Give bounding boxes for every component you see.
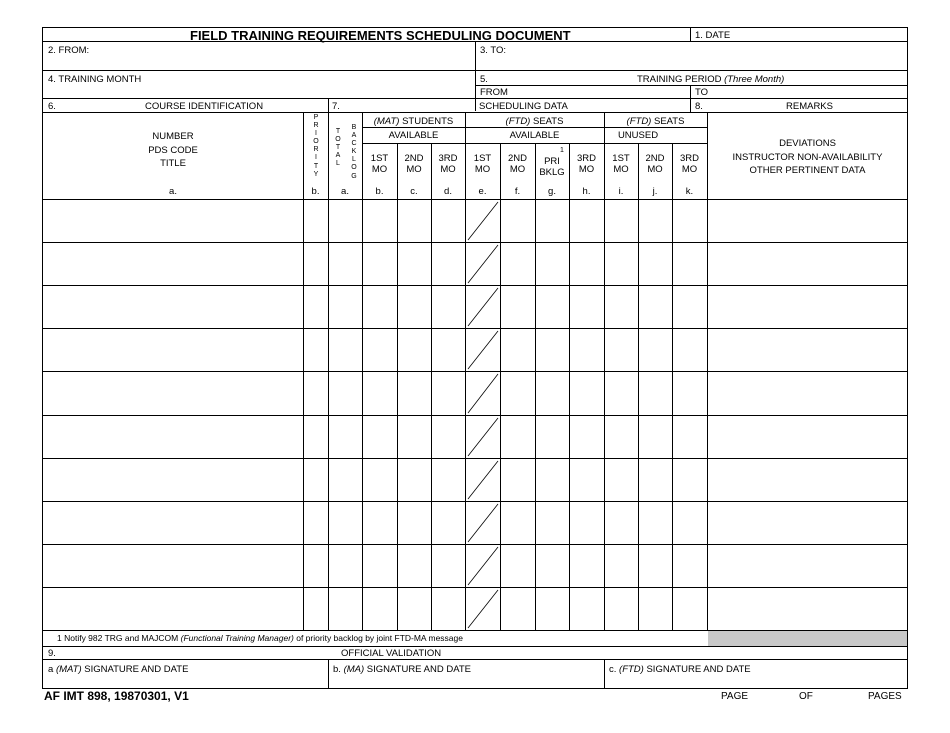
period-from-field[interactable] xyxy=(506,86,689,97)
table-cell[interactable] xyxy=(304,588,328,630)
table-cell[interactable] xyxy=(605,286,638,328)
diagonal-slash xyxy=(466,329,500,371)
table-cell[interactable] xyxy=(536,200,569,242)
table-cell[interactable] xyxy=(639,372,672,415)
table-cell[interactable] xyxy=(570,588,604,630)
table-cell[interactable] xyxy=(363,545,397,587)
priority-label: P R I O R I T Y xyxy=(313,114,319,178)
table-cell[interactable] xyxy=(673,243,707,285)
table-cell[interactable] xyxy=(329,459,362,501)
ma-signature-label: b. (MA) SIGNATURE AND DATE xyxy=(333,664,471,675)
table-cell[interactable] xyxy=(363,502,397,544)
table-cell[interactable] xyxy=(605,459,638,501)
mat-3rd-mo: 3RD MO xyxy=(438,153,458,175)
table-cell[interactable] xyxy=(536,545,569,587)
table-cell[interactable] xyxy=(398,459,431,501)
table-cell[interactable] xyxy=(708,200,906,242)
table-cell[interactable] xyxy=(43,243,303,285)
date-field[interactable] xyxy=(691,28,906,41)
table-cell[interactable] xyxy=(432,459,465,501)
table-cell[interactable] xyxy=(501,502,535,544)
table-cell[interactable] xyxy=(43,329,303,371)
col-letter-7e: e. xyxy=(478,186,487,197)
table-cell[interactable] xyxy=(570,545,604,587)
table-cell[interactable] xyxy=(304,329,328,371)
table-cell[interactable] xyxy=(329,200,362,242)
period-to-label: TO xyxy=(695,87,709,98)
footnote-shade xyxy=(708,631,907,646)
table-cell[interactable] xyxy=(708,588,906,630)
table-cell[interactable] xyxy=(501,416,535,458)
table-cell[interactable] xyxy=(363,329,397,371)
table-cell[interactable] xyxy=(639,243,672,285)
table-cell[interactable] xyxy=(605,502,638,544)
table-cell[interactable] xyxy=(432,502,465,544)
mat-students-header: (MAT) STUDENTS xyxy=(373,116,454,127)
table-cell[interactable] xyxy=(605,243,638,285)
col-letter-7i: i. xyxy=(618,186,624,197)
diagonal-slash xyxy=(466,459,500,501)
block7-label: 7. xyxy=(332,101,340,112)
table-cell[interactable] xyxy=(398,502,431,544)
table-cell[interactable] xyxy=(639,329,672,371)
ftd-seats-unused-header: (FTD) SEATS xyxy=(626,116,685,127)
table-cell[interactable] xyxy=(398,243,431,285)
table-cell[interactable] xyxy=(639,588,672,630)
table-cell[interactable] xyxy=(570,372,604,415)
table-cell[interactable] xyxy=(304,286,328,328)
title-label: TITLE xyxy=(160,158,186,169)
table-cell[interactable] xyxy=(329,416,362,458)
table-cell[interactable] xyxy=(329,588,362,630)
table-cell[interactable] xyxy=(536,588,569,630)
table-cell[interactable] xyxy=(363,416,397,458)
table-cell[interactable] xyxy=(501,459,535,501)
diagonal-slash xyxy=(466,372,500,415)
mat-signature-field[interactable] xyxy=(43,676,327,687)
diagonal-slash xyxy=(466,588,500,630)
col-letter-7a: a. xyxy=(341,186,349,197)
table-cell[interactable] xyxy=(673,200,707,242)
table-cell[interactable] xyxy=(329,243,362,285)
remarks-other: OTHER PERTINENT DATA xyxy=(749,165,866,176)
col-letter-a: a. xyxy=(169,186,177,197)
table-cell[interactable] xyxy=(501,545,535,587)
table-cell[interactable] xyxy=(329,329,362,371)
table-cell[interactable] xyxy=(536,416,569,458)
table-cell[interactable] xyxy=(501,372,535,415)
block9-label: 9. xyxy=(48,648,56,659)
table-cell[interactable] xyxy=(639,459,672,501)
table-cell[interactable] xyxy=(570,459,604,501)
page-label: PAGE xyxy=(721,691,749,702)
table-cell[interactable] xyxy=(43,459,303,501)
date-label: 1. DATE xyxy=(695,30,731,41)
table-cell[interactable] xyxy=(398,286,431,328)
block6-label: 6. xyxy=(48,101,56,112)
ftd-signature-label: c. (FTD) SIGNATURE AND DATE xyxy=(609,664,751,675)
col-letter-7d: d. xyxy=(444,186,452,197)
table-cell[interactable] xyxy=(304,243,328,285)
block5-label: 5. xyxy=(480,74,488,85)
diagonal-slash xyxy=(466,286,500,328)
table-cell[interactable] xyxy=(673,329,707,371)
ftd-signature-field[interactable] xyxy=(605,676,906,687)
table-cell[interactable] xyxy=(43,416,303,458)
table-cell[interactable] xyxy=(570,200,604,242)
table-cell[interactable] xyxy=(570,286,604,328)
table-cell[interactable] xyxy=(536,286,569,328)
diagonal-slash xyxy=(466,545,500,587)
diagonal-slash xyxy=(466,416,500,458)
table-cell[interactable] xyxy=(432,329,465,371)
pages-label: PAGES xyxy=(868,691,902,702)
from-label: 2. FROM: xyxy=(48,45,90,56)
table-cell[interactable] xyxy=(304,372,328,415)
table-cell[interactable] xyxy=(673,545,707,587)
ftd-seats-available-header: (FTD) SEATS xyxy=(505,116,564,127)
table-cell[interactable] xyxy=(43,372,303,415)
table-cell[interactable] xyxy=(398,416,431,458)
training-month-field[interactable] xyxy=(43,71,474,97)
ftd-avail-2nd-mo: 2ND MO xyxy=(507,153,527,175)
form-id: AF IMT 898, 19870301, V1 xyxy=(44,689,189,703)
table-cell[interactable] xyxy=(673,416,707,458)
col-letter-7h: h. xyxy=(582,186,591,197)
table-cell[interactable] xyxy=(570,416,604,458)
block8-label: 8. xyxy=(695,101,703,112)
table-cell[interactable] xyxy=(432,588,465,630)
to-field[interactable] xyxy=(476,42,906,70)
table-cell[interactable] xyxy=(398,200,431,242)
mat-signature-label: a (MAT) SIGNATURE AND DATE xyxy=(48,664,189,675)
mat-2nd-mo: 2ND MO xyxy=(404,153,424,175)
mat-available-label: AVAILABLE xyxy=(388,130,439,141)
table-cell[interactable] xyxy=(398,588,431,630)
table-cell[interactable] xyxy=(536,243,569,285)
col-letter-b: b. xyxy=(311,186,320,197)
official-validation-label: OFFICIAL VALIDATION xyxy=(341,648,442,659)
table-cell[interactable] xyxy=(673,588,707,630)
table-cell[interactable] xyxy=(536,459,569,501)
table-cell[interactable] xyxy=(501,286,535,328)
table-cell[interactable] xyxy=(708,545,906,587)
footnote: 1 Notify 982 TRG and MAJCOM (Functional Training Manager) of priority backlog by joint FTD-MA message xyxy=(57,633,463,643)
table-cell[interactable] xyxy=(432,545,465,587)
table-cell[interactable] xyxy=(304,502,328,544)
table-cell[interactable] xyxy=(570,243,604,285)
table-cell[interactable] xyxy=(304,416,328,458)
period-to-field[interactable] xyxy=(712,86,906,97)
col-letter-7g: g. xyxy=(548,186,556,197)
table-cell[interactable] xyxy=(43,502,303,544)
diagonal-slash xyxy=(466,502,500,544)
table-cell[interactable] xyxy=(329,372,362,415)
ftd-avail-1st-mo: 1ST MO xyxy=(473,153,492,175)
table-cell[interactable] xyxy=(432,200,465,242)
ftd-unused-2nd-mo: 2ND MO xyxy=(645,153,665,175)
table-cell[interactable] xyxy=(432,286,465,328)
table-cell[interactable] xyxy=(605,372,638,415)
table-cell[interactable] xyxy=(398,545,431,587)
table-cell[interactable] xyxy=(536,502,569,544)
table-cell[interactable] xyxy=(43,588,303,630)
table-cell[interactable] xyxy=(673,502,707,544)
table-cell[interactable] xyxy=(605,416,638,458)
ftd-unused-3rd-mo: 3RD MO xyxy=(679,153,699,175)
table-cell[interactable] xyxy=(398,329,431,371)
table-cell[interactable] xyxy=(536,372,569,415)
col-letter-7k: k. xyxy=(685,186,694,197)
table-cell[interactable] xyxy=(432,243,465,285)
table-cell[interactable] xyxy=(329,286,362,328)
training-month-label: 4. TRAINING MONTH xyxy=(48,74,142,85)
remarks-label: REMARKS xyxy=(786,101,833,112)
table-cell[interactable] xyxy=(501,243,535,285)
table-cell[interactable] xyxy=(363,588,397,630)
table-cell[interactable] xyxy=(639,545,672,587)
table-cell[interactable] xyxy=(708,372,906,415)
remarks-deviations: DEVIATIONS xyxy=(779,138,836,149)
course-identification-label: COURSE IDENTIFICATION xyxy=(145,101,264,112)
table-cell[interactable] xyxy=(639,502,672,544)
table-cell[interactable] xyxy=(501,200,535,242)
diagonal-slash xyxy=(466,200,500,242)
of-label: OF xyxy=(799,691,813,702)
table-cell[interactable] xyxy=(43,286,303,328)
table-cell[interactable] xyxy=(708,286,906,328)
col-letter-7b: b. xyxy=(375,186,384,197)
table-cell[interactable] xyxy=(639,200,672,242)
table-cell[interactable] xyxy=(432,416,465,458)
scheduling-data-label: SCHEDULING DATA xyxy=(479,101,568,112)
mat-1st-mo: 1ST MO xyxy=(370,153,389,175)
table-cell[interactable] xyxy=(536,329,569,371)
table-cell[interactable] xyxy=(43,200,303,242)
table-cell[interactable] xyxy=(363,459,397,501)
form-title: FIELD TRAINING REQUIREMENTS SCHEDULING DOCUMENT xyxy=(190,28,571,43)
table-cell[interactable] xyxy=(501,588,535,630)
pds-code-label: PDS CODE xyxy=(148,145,198,156)
table-cell[interactable] xyxy=(708,459,906,501)
table-cell[interactable] xyxy=(605,545,638,587)
training-period-label: TRAINING PERIOD (Three Month) xyxy=(637,74,785,85)
table-cell[interactable] xyxy=(363,243,397,285)
table-cell[interactable] xyxy=(673,372,707,415)
table-cell[interactable] xyxy=(673,459,707,501)
table-cell[interactable] xyxy=(398,372,431,415)
col-letter-7f: f. xyxy=(514,186,521,197)
ftd-unused-1st-mo: 1ST MO xyxy=(612,153,630,175)
number-label: NUMBER xyxy=(152,131,194,142)
table-cell[interactable] xyxy=(432,372,465,415)
backlog-label: B A C K L O G xyxy=(351,124,357,180)
ftd-available-label: AVAILABLE xyxy=(509,130,560,141)
table-cell[interactable] xyxy=(570,329,604,371)
table-cell[interactable] xyxy=(363,286,397,328)
total-label: T O T A L xyxy=(335,128,341,168)
table-cell[interactable] xyxy=(329,545,362,587)
from-field[interactable] xyxy=(43,42,474,70)
table-cell[interactable] xyxy=(639,416,672,458)
table-cell[interactable] xyxy=(605,329,638,371)
to-label: 3. TO: xyxy=(480,45,507,56)
col-letter-7j: j. xyxy=(652,186,658,197)
table-cell[interactable] xyxy=(329,502,362,544)
pri-bklg-header: 1 PRI BKLG xyxy=(539,147,565,178)
table-cell[interactable] xyxy=(708,243,906,285)
table-cell[interactable] xyxy=(605,588,638,630)
table-cell[interactable] xyxy=(501,329,535,371)
table-cell[interactable] xyxy=(304,545,328,587)
ma-signature-field[interactable] xyxy=(329,676,603,687)
period-from-label: FROM xyxy=(480,87,508,98)
table-cell[interactable] xyxy=(304,200,328,242)
table-cell[interactable] xyxy=(43,545,303,587)
table-cell[interactable] xyxy=(639,286,672,328)
diagonal-slash xyxy=(466,243,500,285)
table-cell[interactable] xyxy=(708,502,906,544)
table-cell[interactable] xyxy=(673,286,707,328)
table-cell[interactable] xyxy=(363,372,397,415)
col-letter-7c: c. xyxy=(410,186,418,197)
ftd-avail-3rd-mo: 3RD MO xyxy=(576,153,596,175)
table-cell[interactable] xyxy=(708,416,906,458)
remarks-instructor: INSTRUCTOR NON-AVAILABILITY xyxy=(732,152,883,163)
table-cell[interactable] xyxy=(570,502,604,544)
table-cell[interactable] xyxy=(363,200,397,242)
table-cell[interactable] xyxy=(304,459,328,501)
table-cell[interactable] xyxy=(708,329,906,371)
ftd-unused-label: UNUSED xyxy=(617,130,659,141)
table-cell[interactable] xyxy=(605,200,638,242)
